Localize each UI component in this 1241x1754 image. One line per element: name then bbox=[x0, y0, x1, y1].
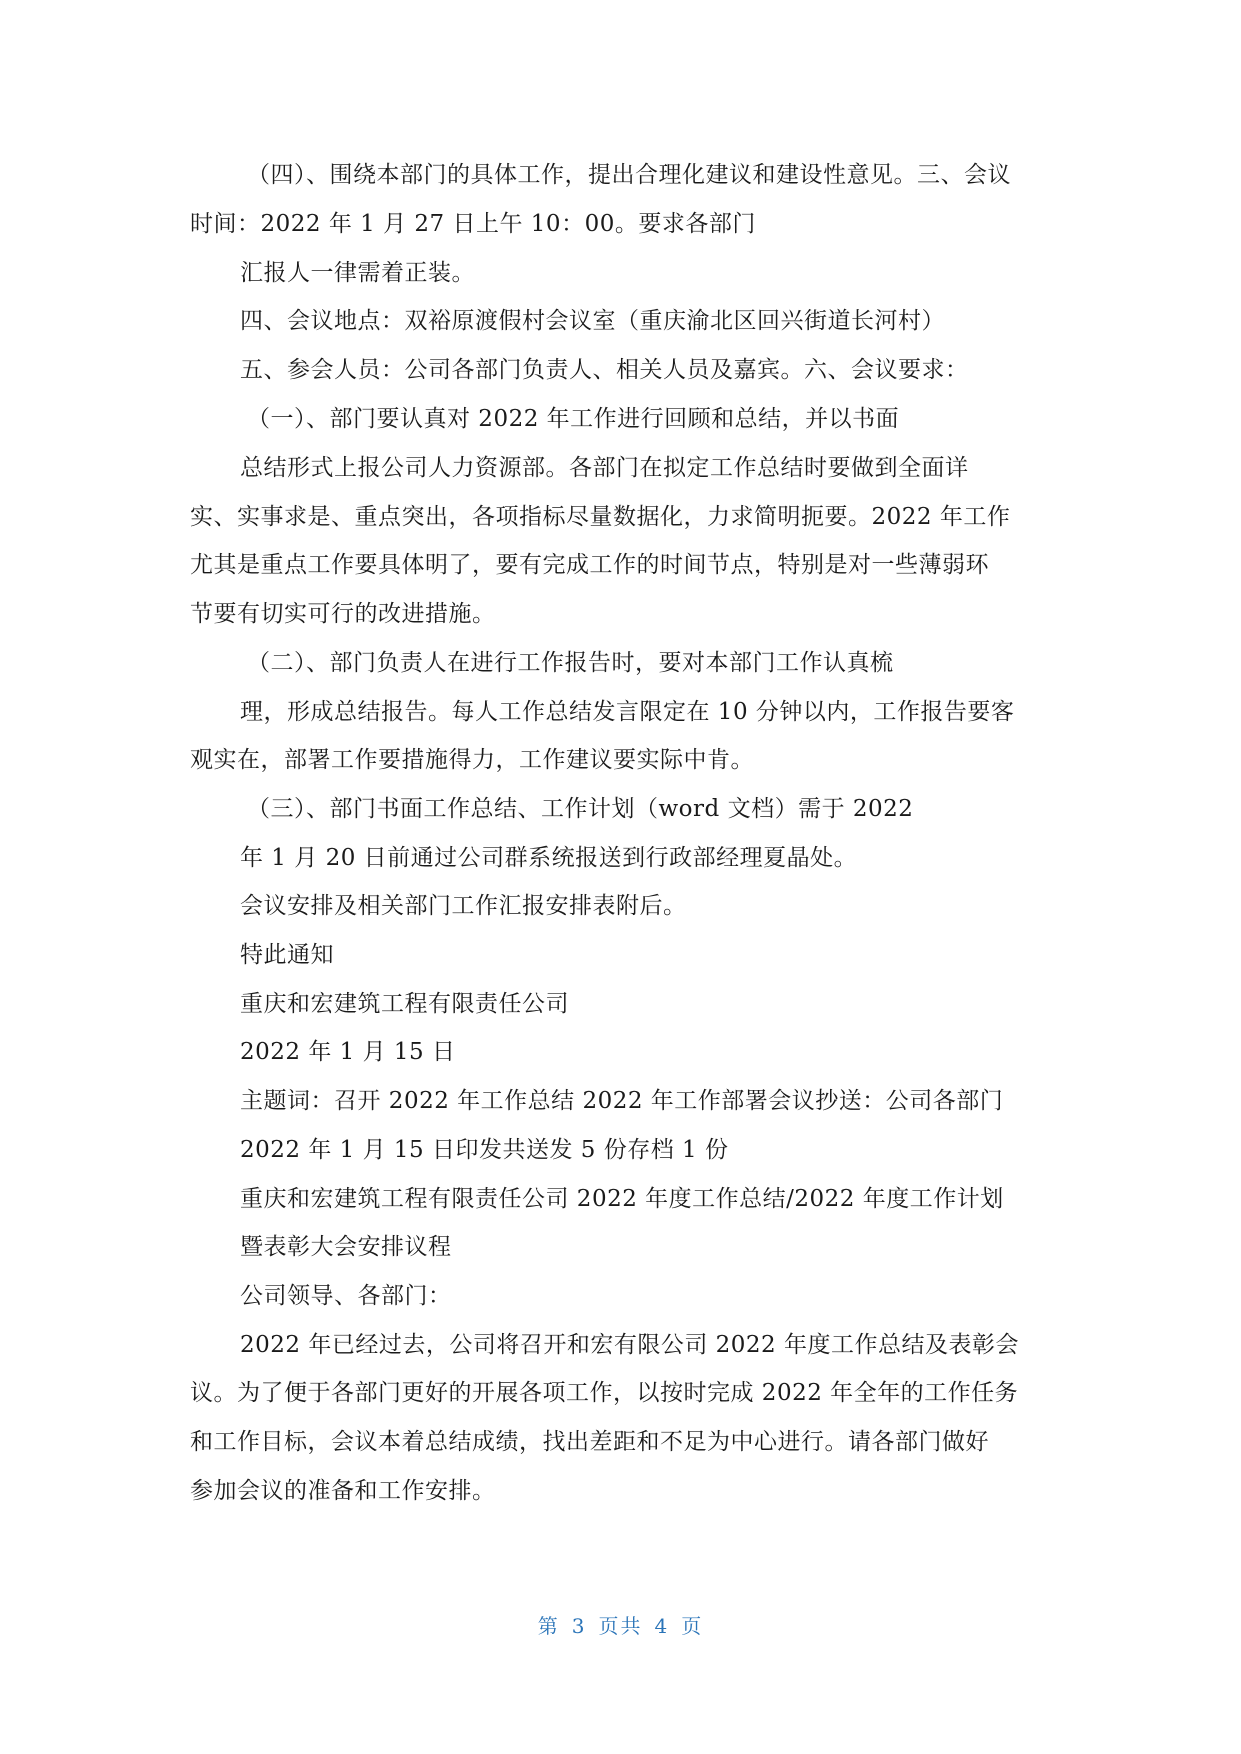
text-line: 公司领导、各部门： bbox=[240, 1283, 452, 1309]
footer-total-pages: 4 bbox=[654, 1614, 670, 1638]
page-footer bbox=[0, 1610, 1241, 1639]
footer-suffix: 页 bbox=[681, 1614, 704, 1638]
text-line: 2022 年 1 月 15 日印发共送发 5 份存档 1 份 bbox=[240, 1137, 729, 1163]
text-line: 2022 年已经过去，公司将召开和宏有限公司 2022 年度工作总结及表彰会 bbox=[240, 1332, 1019, 1358]
text-line: 会议安排及相关部门工作汇报安排表附后。 bbox=[240, 893, 687, 919]
text-line: 议。为了便于各部门更好的开展各项工作，以按时完成 2022 年全年的工作任务 bbox=[190, 1380, 1019, 1406]
footer-prefix: 第 bbox=[537, 1614, 560, 1638]
text-line: 四、会议地点：双裕原渡假村会议室（重庆渝北区回兴街道长河村） bbox=[240, 308, 945, 334]
footer-page-number: 3 bbox=[571, 1614, 587, 1638]
text-line: 参加会议的准备和工作安排。 bbox=[190, 1478, 496, 1504]
text-line: 节要有切实可行的改进措施。 bbox=[190, 601, 496, 627]
text-line: 年 1 月 20 日前通过公司群系统报送到行政部经理夏晶处。 bbox=[240, 845, 858, 871]
signature-company: 重庆和宏建筑工程有限责任公司 bbox=[240, 991, 569, 1017]
text-line: 特此通知 bbox=[240, 942, 334, 968]
text-line: 实、实事求是、重点突出，各项指标尽量数据化，力求简明扼要。2022 年工作 bbox=[190, 504, 1011, 530]
text-line: 时间：2022 年 1 月 27 日上午 10：00。要求各部门 bbox=[190, 211, 756, 237]
text-line: （二）、部门负责人在进行工作报告时，要对本部门工作认真梳 bbox=[247, 650, 894, 676]
footer-middle: 页共 bbox=[598, 1614, 643, 1638]
text-line: （一）、部门要认真对 2022 年工作进行回顾和总结，并以书面 bbox=[247, 406, 900, 432]
text-line: 理，形成总结报告。每人工作总结发言限定在 10 分钟以内，工作报告要客 bbox=[240, 699, 1015, 725]
text-line: （三）、部门书面工作总结、工作计划（word 文档）需于 2022 bbox=[247, 796, 914, 822]
text-line: 重庆和宏建筑工程有限责任公司 2022 年度工作总结/2022 年度工作计划 bbox=[240, 1186, 1004, 1212]
text-line: 五、参会人员：公司各部门负责人、相关人员及嘉宾。六、会议要求： bbox=[240, 357, 969, 383]
text-line: 观实在，部署工作要措施得力，工作建议要实际中肯。 bbox=[190, 747, 754, 773]
text-line: 尤其是重点工作要具体明了，要有完成工作的时间节点，特别是对一些薄弱环 bbox=[190, 552, 989, 578]
text-line: 主题词：召开 2022 年工作总结 2022 年工作部署会议抄送：公司各部门 bbox=[240, 1088, 1004, 1114]
text-line: （四）、围绕本部门的具体工作，提出合理化建议和建设性意见。三、会议 bbox=[247, 162, 1011, 188]
text-line: 总结形式上报公司人力资源部。各部门在拟定工作总结时要做到全面详 bbox=[240, 455, 969, 481]
text-line: 暨表彰大会安排议程 bbox=[240, 1234, 452, 1260]
signature-date: 2022 年 1 月 15 日 bbox=[240, 1039, 456, 1065]
text-line: 汇报人一律需着正装。 bbox=[240, 260, 475, 286]
text-line: 和工作目标，会议本着总结成绩，找出差距和不足为中心进行。请各部门做好 bbox=[190, 1429, 989, 1455]
